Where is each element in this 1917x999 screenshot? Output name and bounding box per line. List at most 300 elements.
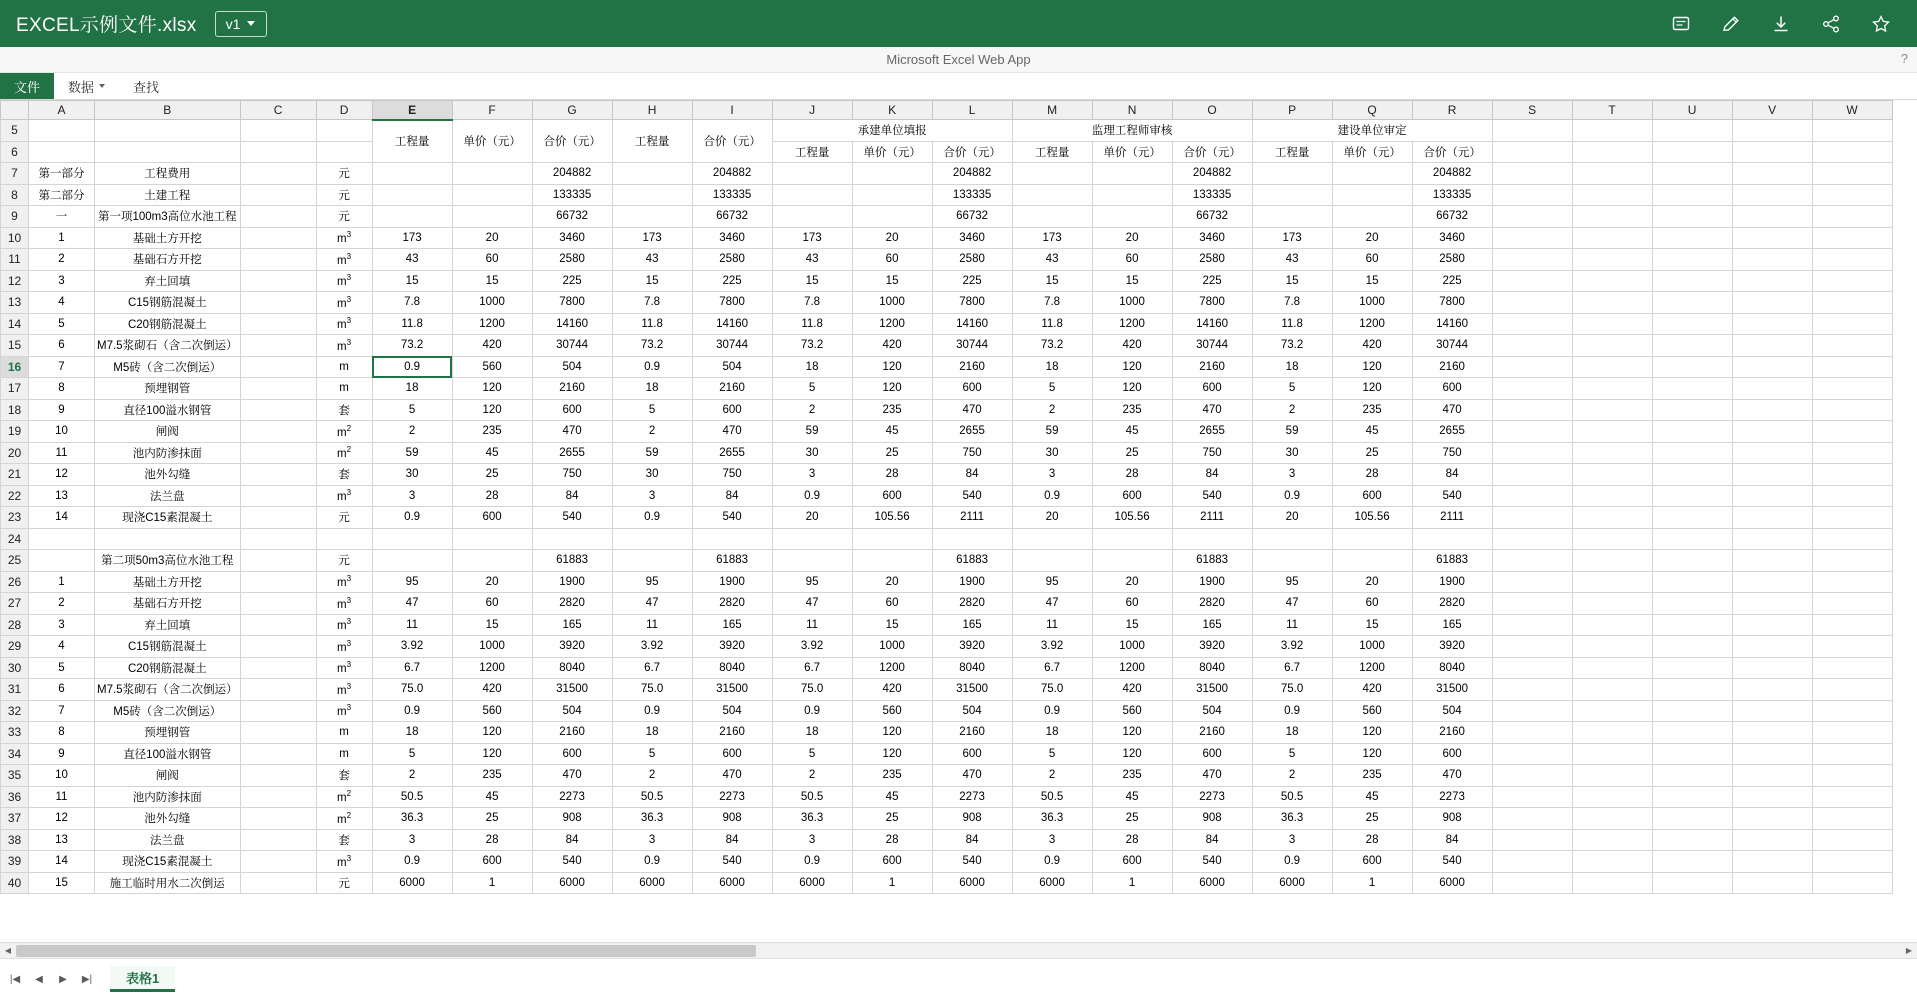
cell-Q29[interactable]: 1000 bbox=[1332, 636, 1412, 658]
table-row[interactable] bbox=[1, 442, 1893, 464]
cell-E12[interactable]: 15 bbox=[372, 270, 452, 292]
column-header-h[interactable]: H bbox=[612, 101, 692, 120]
cell-O10[interactable]: 3460 bbox=[1172, 227, 1252, 249]
cell[interactable] bbox=[1812, 442, 1892, 464]
cell[interactable] bbox=[1732, 227, 1812, 249]
cell-E27[interactable]: 47 bbox=[372, 593, 452, 615]
cell-K35[interactable]: 235 bbox=[852, 765, 932, 787]
cell-Q35[interactable]: 235 bbox=[1332, 765, 1412, 787]
cell-O33[interactable]: 2160 bbox=[1172, 722, 1252, 744]
cell-M33[interactable]: 18 bbox=[1012, 722, 1092, 744]
cell[interactable] bbox=[1492, 528, 1572, 550]
table-row[interactable] bbox=[1, 593, 1893, 615]
cell-B26[interactable]: 基础土方开挖 bbox=[95, 571, 241, 593]
cell[interactable] bbox=[1492, 292, 1572, 314]
cell-D12[interactable]: $m^3$ bbox=[316, 270, 372, 292]
cell-C34[interactable] bbox=[240, 743, 316, 765]
cell[interactable] bbox=[1492, 571, 1572, 593]
cell-D13[interactable]: $m^3$ bbox=[316, 292, 372, 314]
cell[interactable] bbox=[1732, 657, 1812, 679]
cell[interactable] bbox=[1652, 593, 1732, 615]
cell-D31[interactable]: $m^3$ bbox=[316, 679, 372, 701]
cell-H39[interactable]: 0.9 bbox=[612, 851, 692, 873]
cell-K32[interactable]: 560 bbox=[852, 700, 932, 722]
cell[interactable] bbox=[1812, 485, 1892, 507]
table-row[interactable] bbox=[1, 872, 1893, 894]
cell-J19[interactable]: 59 bbox=[772, 421, 852, 443]
cell[interactable] bbox=[1492, 313, 1572, 335]
cell[interactable] bbox=[1732, 399, 1812, 421]
cell-A10[interactable]: 1 bbox=[29, 227, 95, 249]
table-row[interactable] bbox=[1, 141, 1893, 163]
column-header-k[interactable]: K bbox=[852, 101, 932, 120]
cell-H28[interactable]: 11 bbox=[612, 614, 692, 636]
cell-N23[interactable]: 105.56 bbox=[1092, 507, 1172, 529]
cell[interactable] bbox=[1492, 851, 1572, 873]
cell-O9[interactable]: 66732 bbox=[1172, 206, 1252, 228]
cell[interactable] bbox=[1652, 206, 1732, 228]
sub-header-cell[interactable]: 单价（元） bbox=[1332, 141, 1412, 163]
cell-A16[interactable]: 7 bbox=[29, 356, 95, 378]
cell[interactable] bbox=[1652, 378, 1732, 400]
cell-I23[interactable]: 540 bbox=[692, 507, 772, 529]
cell[interactable] bbox=[1812, 614, 1892, 636]
cell-E7[interactable] bbox=[372, 163, 452, 185]
cell[interactable] bbox=[1732, 421, 1812, 443]
cell-O38[interactable]: 84 bbox=[1172, 829, 1252, 851]
cell[interactable] bbox=[1492, 421, 1572, 443]
cell-O37[interactable]: 908 bbox=[1172, 808, 1252, 830]
cell-F25[interactable] bbox=[452, 550, 532, 572]
cell-G14[interactable]: 14160 bbox=[532, 313, 612, 335]
cell-H10[interactable]: 173 bbox=[612, 227, 692, 249]
cell-A17[interactable]: 8 bbox=[29, 378, 95, 400]
cell-Q37[interactable]: 25 bbox=[1332, 808, 1412, 830]
cell-J7[interactable] bbox=[772, 163, 852, 185]
cell-C8[interactable] bbox=[240, 184, 316, 206]
row-header-31[interactable]: 31 bbox=[1, 679, 29, 701]
cell-G33[interactable]: 2160 bbox=[532, 722, 612, 744]
cell-L31[interactable]: 31500 bbox=[932, 679, 1012, 701]
cell-R17[interactable]: 600 bbox=[1412, 378, 1492, 400]
cell-J12[interactable]: 15 bbox=[772, 270, 852, 292]
cell-J25[interactable] bbox=[772, 550, 852, 572]
cell-E21[interactable]: 30 bbox=[372, 464, 452, 486]
cell-J27[interactable]: 47 bbox=[772, 593, 852, 615]
cell[interactable] bbox=[1652, 679, 1732, 701]
cell[interactable] bbox=[1732, 636, 1812, 658]
cell-H13[interactable]: 7.8 bbox=[612, 292, 692, 314]
cell-D37[interactable]: $m^2$ bbox=[316, 808, 372, 830]
cell-A11[interactable]: 2 bbox=[29, 249, 95, 271]
cell-J17[interactable]: 5 bbox=[772, 378, 852, 400]
row-header-12[interactable]: 12 bbox=[1, 270, 29, 292]
cell[interactable] bbox=[1652, 141, 1732, 163]
table-row[interactable] bbox=[1, 227, 1893, 249]
header-cell[interactable]: 合价（元） bbox=[532, 120, 612, 163]
cell-F13[interactable]: 1000 bbox=[452, 292, 532, 314]
cell[interactable] bbox=[1572, 464, 1652, 486]
cell-R8[interactable]: 133335 bbox=[1412, 184, 1492, 206]
cell-O35[interactable]: 470 bbox=[1172, 765, 1252, 787]
table-row[interactable] bbox=[1, 808, 1893, 830]
cell-Q8[interactable] bbox=[1332, 184, 1412, 206]
cell[interactable] bbox=[1572, 292, 1652, 314]
cell-L8[interactable]: 133335 bbox=[932, 184, 1012, 206]
table-row[interactable] bbox=[1, 206, 1893, 228]
cell[interactable] bbox=[1492, 743, 1572, 765]
cell-I30[interactable]: 8040 bbox=[692, 657, 772, 679]
cell-H30[interactable]: 6.7 bbox=[612, 657, 692, 679]
cell-I28[interactable]: 165 bbox=[692, 614, 772, 636]
cell-G38[interactable]: 84 bbox=[532, 829, 612, 851]
cell[interactable] bbox=[1652, 421, 1732, 443]
cell-D17[interactable]: m bbox=[316, 378, 372, 400]
column-header-v[interactable]: V bbox=[1732, 101, 1812, 120]
cell-F37[interactable]: 25 bbox=[452, 808, 532, 830]
cell-N16[interactable]: 120 bbox=[1092, 356, 1172, 378]
cell-I40[interactable]: 6000 bbox=[692, 872, 772, 894]
cell-C35[interactable] bbox=[240, 765, 316, 787]
cell-Q15[interactable]: 420 bbox=[1332, 335, 1412, 357]
version-selector[interactable] bbox=[215, 11, 267, 37]
cell[interactable] bbox=[1812, 313, 1892, 335]
cell[interactable] bbox=[1492, 378, 1572, 400]
cell[interactable] bbox=[1572, 335, 1652, 357]
cell-G36[interactable]: 2273 bbox=[532, 786, 612, 808]
cell[interactable] bbox=[1492, 786, 1572, 808]
row-header-28[interactable]: 28 bbox=[1, 614, 29, 636]
column-header-m[interactable]: M bbox=[1012, 101, 1092, 120]
cell-D8[interactable]: 元 bbox=[316, 184, 372, 206]
column-header-i[interactable]: I bbox=[692, 101, 772, 120]
cell-A15[interactable]: 6 bbox=[29, 335, 95, 357]
cell-I25[interactable]: 61883 bbox=[692, 550, 772, 572]
cell-B35[interactable]: 闸阀 bbox=[95, 765, 241, 787]
share-icon[interactable] bbox=[1821, 14, 1841, 34]
cell-L19[interactable]: 2655 bbox=[932, 421, 1012, 443]
cell[interactable] bbox=[1812, 141, 1892, 163]
cell-I24[interactable] bbox=[692, 528, 772, 550]
cell[interactable] bbox=[1492, 722, 1572, 744]
cell-K13[interactable]: 1000 bbox=[852, 292, 932, 314]
cell[interactable] bbox=[1812, 464, 1892, 486]
cell-I39[interactable]: 540 bbox=[692, 851, 772, 873]
cell-G13[interactable]: 7800 bbox=[532, 292, 612, 314]
header-cell[interactable]: 单价（元） bbox=[452, 120, 532, 163]
cell-G40[interactable]: 6000 bbox=[532, 872, 612, 894]
cell[interactable] bbox=[1732, 507, 1812, 529]
cell[interactable] bbox=[1492, 593, 1572, 615]
cell-B30[interactable]: C20钢筋混凝土 bbox=[95, 657, 241, 679]
cell[interactable] bbox=[1812, 270, 1892, 292]
cell-Q21[interactable]: 28 bbox=[1332, 464, 1412, 486]
cell-O18[interactable]: 470 bbox=[1172, 399, 1252, 421]
cell-J40[interactable]: 6000 bbox=[772, 872, 852, 894]
cell-L39[interactable]: 540 bbox=[932, 851, 1012, 873]
cell-L17[interactable]: 600 bbox=[932, 378, 1012, 400]
row-header-35[interactable]: 35 bbox=[1, 765, 29, 787]
cell-F28[interactable]: 15 bbox=[452, 614, 532, 636]
cell[interactable] bbox=[1812, 356, 1892, 378]
cell-H32[interactable]: 0.9 bbox=[612, 700, 692, 722]
cell[interactable] bbox=[1732, 442, 1812, 464]
cell-R27[interactable]: 2820 bbox=[1412, 593, 1492, 615]
cell-C28[interactable] bbox=[240, 614, 316, 636]
cell-D33[interactable]: m bbox=[316, 722, 372, 744]
cell-E30[interactable]: 6.7 bbox=[372, 657, 452, 679]
cell-D28[interactable]: $m^3$ bbox=[316, 614, 372, 636]
cell-G22[interactable]: 84 bbox=[532, 485, 612, 507]
cell[interactable] bbox=[1732, 765, 1812, 787]
cell[interactable] bbox=[1652, 464, 1732, 486]
cell[interactable] bbox=[1812, 206, 1892, 228]
cell-P29[interactable]: 3.92 bbox=[1252, 636, 1332, 658]
cell-Q17[interactable]: 120 bbox=[1332, 378, 1412, 400]
cell[interactable] bbox=[1732, 872, 1812, 894]
cell-C36[interactable] bbox=[240, 786, 316, 808]
column-header-e[interactable]: E bbox=[372, 101, 452, 120]
cell[interactable] bbox=[1812, 786, 1892, 808]
row-header-21[interactable]: 21 bbox=[1, 464, 29, 486]
row-header-14[interactable]: 14 bbox=[1, 313, 29, 335]
cell-N33[interactable]: 120 bbox=[1092, 722, 1172, 744]
cell-K15[interactable]: 420 bbox=[852, 335, 932, 357]
cell-O12[interactable]: 225 bbox=[1172, 270, 1252, 292]
cell-K23[interactable]: 105.56 bbox=[852, 507, 932, 529]
table-row[interactable] bbox=[1, 722, 1893, 744]
row-header-10[interactable]: 10 bbox=[1, 227, 29, 249]
next-sheet-icon[interactable]: ▶ bbox=[59, 973, 67, 985]
cell[interactable] bbox=[1652, 700, 1732, 722]
cell-R31[interactable]: 31500 bbox=[1412, 679, 1492, 701]
cell-P24[interactable] bbox=[1252, 528, 1332, 550]
cell-G32[interactable]: 504 bbox=[532, 700, 612, 722]
cell[interactable] bbox=[1812, 184, 1892, 206]
cell-A23[interactable]: 14 bbox=[29, 507, 95, 529]
cell[interactable] bbox=[1732, 614, 1812, 636]
prev-sheet-icon[interactable]: ◀ bbox=[35, 973, 43, 985]
cell[interactable] bbox=[1572, 206, 1652, 228]
cell-K31[interactable]: 420 bbox=[852, 679, 932, 701]
cell[interactable] bbox=[1652, 485, 1732, 507]
cell-O26[interactable]: 1900 bbox=[1172, 571, 1252, 593]
cell-F14[interactable]: 1200 bbox=[452, 313, 532, 335]
cell-R15[interactable]: 30744 bbox=[1412, 335, 1492, 357]
cell-D19[interactable]: $m^2$ bbox=[316, 421, 372, 443]
cell-N29[interactable]: 1000 bbox=[1092, 636, 1172, 658]
table-row[interactable] bbox=[1, 270, 1893, 292]
cell-F16[interactable]: 560 bbox=[452, 356, 532, 378]
cell[interactable] bbox=[1572, 313, 1652, 335]
cell-F39[interactable]: 600 bbox=[452, 851, 532, 873]
cell-O40[interactable]: 6000 bbox=[1172, 872, 1252, 894]
cell-E35[interactable]: 2 bbox=[372, 765, 452, 787]
cell-L20[interactable]: 750 bbox=[932, 442, 1012, 464]
cell-P9[interactable] bbox=[1252, 206, 1332, 228]
cell-J11[interactable]: 43 bbox=[772, 249, 852, 271]
cell-C29[interactable] bbox=[240, 636, 316, 658]
table-row[interactable] bbox=[1, 313, 1893, 335]
cell-H17[interactable]: 18 bbox=[612, 378, 692, 400]
cell-F12[interactable]: 15 bbox=[452, 270, 532, 292]
column-header-b[interactable]: B bbox=[95, 101, 241, 120]
cell[interactable] bbox=[1572, 786, 1652, 808]
cell-R25[interactable]: 61883 bbox=[1412, 550, 1492, 572]
cell[interactable] bbox=[1572, 120, 1652, 142]
cell-K39[interactable]: 600 bbox=[852, 851, 932, 873]
cell-F32[interactable]: 560 bbox=[452, 700, 532, 722]
cell-J24[interactable] bbox=[772, 528, 852, 550]
cell-O17[interactable]: 600 bbox=[1172, 378, 1252, 400]
cell[interactable] bbox=[1572, 227, 1652, 249]
cell-P38[interactable]: 3 bbox=[1252, 829, 1332, 851]
cell-A14[interactable]: 5 bbox=[29, 313, 95, 335]
cell[interactable] bbox=[1572, 657, 1652, 679]
cell-F27[interactable]: 60 bbox=[452, 593, 532, 615]
cell-E15[interactable]: 73.2 bbox=[372, 335, 452, 357]
cell-P19[interactable]: 59 bbox=[1252, 421, 1332, 443]
scroll-right-icon[interactable]: ▶ bbox=[1905, 946, 1913, 955]
cell-G15[interactable]: 30744 bbox=[532, 335, 612, 357]
row-header-22[interactable]: 22 bbox=[1, 485, 29, 507]
cell-O31[interactable]: 31500 bbox=[1172, 679, 1252, 701]
table-row[interactable] bbox=[1, 421, 1893, 443]
cell-I35[interactable]: 470 bbox=[692, 765, 772, 787]
select-all-corner[interactable] bbox=[1, 101, 29, 120]
cell-C17[interactable] bbox=[240, 378, 316, 400]
cell-K38[interactable]: 28 bbox=[852, 829, 932, 851]
cell-E40[interactable]: 6000 bbox=[372, 872, 452, 894]
cell[interactable] bbox=[1812, 421, 1892, 443]
cell-M40[interactable]: 6000 bbox=[1012, 872, 1092, 894]
cell-C25[interactable] bbox=[240, 550, 316, 572]
cell-M14[interactable]: 11.8 bbox=[1012, 313, 1092, 335]
cell-N19[interactable]: 45 bbox=[1092, 421, 1172, 443]
cell-I17[interactable]: 2160 bbox=[692, 378, 772, 400]
cell-G35[interactable]: 470 bbox=[532, 765, 612, 787]
cell-J35[interactable]: 2 bbox=[772, 765, 852, 787]
cell-E38[interactable]: 3 bbox=[372, 829, 452, 851]
cell-B7[interactable]: 工程费用 bbox=[95, 163, 241, 185]
cell-Q32[interactable]: 560 bbox=[1332, 700, 1412, 722]
cell[interactable] bbox=[1492, 120, 1572, 142]
table-row[interactable] bbox=[1, 636, 1893, 658]
cell-H38[interactable]: 3 bbox=[612, 829, 692, 851]
cell-M17[interactable]: 5 bbox=[1012, 378, 1092, 400]
cell-E25[interactable] bbox=[372, 550, 452, 572]
cell-C19[interactable] bbox=[240, 421, 316, 443]
column-header-u[interactable]: U bbox=[1652, 101, 1732, 120]
cell-I29[interactable]: 3920 bbox=[692, 636, 772, 658]
cell[interactable] bbox=[1652, 120, 1732, 142]
cell-M12[interactable]: 15 bbox=[1012, 270, 1092, 292]
cell-R20[interactable]: 750 bbox=[1412, 442, 1492, 464]
cell-K17[interactable]: 120 bbox=[852, 378, 932, 400]
cell[interactable] bbox=[1732, 485, 1812, 507]
cell-B40[interactable]: 施工临时用水二次倒运 bbox=[95, 872, 241, 894]
star-icon[interactable] bbox=[1871, 14, 1891, 34]
cell-I37[interactable]: 908 bbox=[692, 808, 772, 830]
cell-K28[interactable]: 15 bbox=[852, 614, 932, 636]
cell-M16[interactable]: 18 bbox=[1012, 356, 1092, 378]
cell[interactable] bbox=[1652, 507, 1732, 529]
cell-B18[interactable]: 直径100溢水钢管 bbox=[95, 399, 241, 421]
cell[interactable] bbox=[1652, 722, 1732, 744]
cell-B31[interactable]: M7.5浆砌石（含二次倒运） bbox=[95, 679, 241, 701]
column-header-w[interactable]: W bbox=[1812, 101, 1892, 120]
cell[interactable] bbox=[1812, 700, 1892, 722]
cell-H16[interactable]: 0.9 bbox=[612, 356, 692, 378]
cell-I8[interactable]: 133335 bbox=[692, 184, 772, 206]
cell[interactable] bbox=[1572, 872, 1652, 894]
cell-P26[interactable]: 95 bbox=[1252, 571, 1332, 593]
cell[interactable] bbox=[1812, 765, 1892, 787]
cell-N32[interactable]: 560 bbox=[1092, 700, 1172, 722]
cell[interactable] bbox=[1572, 571, 1652, 593]
cell[interactable] bbox=[1812, 571, 1892, 593]
cell-R34[interactable]: 600 bbox=[1412, 743, 1492, 765]
cell[interactable] bbox=[1572, 593, 1652, 615]
cell-H23[interactable]: 0.9 bbox=[612, 507, 692, 529]
cell-M11[interactable]: 43 bbox=[1012, 249, 1092, 271]
group-header-cell[interactable]: 承建单位填报 bbox=[772, 120, 1012, 142]
cell-C32[interactable] bbox=[240, 700, 316, 722]
cell-A36[interactable]: 11 bbox=[29, 786, 95, 808]
cell-L25[interactable]: 61883 bbox=[932, 550, 1012, 572]
cell[interactable] bbox=[316, 120, 372, 142]
cell-P20[interactable]: 30 bbox=[1252, 442, 1332, 464]
cell-H29[interactable]: 3.92 bbox=[612, 636, 692, 658]
cell[interactable] bbox=[1652, 270, 1732, 292]
cell-L10[interactable]: 3460 bbox=[932, 227, 1012, 249]
cell-K30[interactable]: 1200 bbox=[852, 657, 932, 679]
cell-C13[interactable] bbox=[240, 292, 316, 314]
cell-Q40[interactable]: 1 bbox=[1332, 872, 1412, 894]
first-sheet-icon[interactable]: |◀ bbox=[9, 973, 21, 985]
cell-M18[interactable]: 2 bbox=[1012, 399, 1092, 421]
cell-K21[interactable]: 28 bbox=[852, 464, 932, 486]
cell-F34[interactable]: 120 bbox=[452, 743, 532, 765]
cell-F19[interactable]: 235 bbox=[452, 421, 532, 443]
cell-D24[interactable] bbox=[316, 528, 372, 550]
cell-E31[interactable]: 75.0 bbox=[372, 679, 452, 701]
cell-P8[interactable] bbox=[1252, 184, 1332, 206]
cell-C20[interactable] bbox=[240, 442, 316, 464]
cell-N13[interactable]: 1000 bbox=[1092, 292, 1172, 314]
cell-G12[interactable]: 225 bbox=[532, 270, 612, 292]
cell-K34[interactable]: 120 bbox=[852, 743, 932, 765]
cell-J38[interactable]: 3 bbox=[772, 829, 852, 851]
cell-O30[interactable]: 8040 bbox=[1172, 657, 1252, 679]
cell-B28[interactable]: 弃土回填 bbox=[95, 614, 241, 636]
cell-R37[interactable]: 908 bbox=[1412, 808, 1492, 830]
cell-P30[interactable]: 6.7 bbox=[1252, 657, 1332, 679]
cell-A20[interactable]: 11 bbox=[29, 442, 95, 464]
cell-H11[interactable]: 43 bbox=[612, 249, 692, 271]
cell-F35[interactable]: 235 bbox=[452, 765, 532, 787]
table-row[interactable] bbox=[1, 614, 1893, 636]
cell-I20[interactable]: 2655 bbox=[692, 442, 772, 464]
cell-R9[interactable]: 66732 bbox=[1412, 206, 1492, 228]
cell-O16[interactable]: 2160 bbox=[1172, 356, 1252, 378]
table-row[interactable] bbox=[1, 657, 1893, 679]
cell-K33[interactable]: 120 bbox=[852, 722, 932, 744]
table-row[interactable] bbox=[1, 356, 1893, 378]
cell-J10[interactable]: 173 bbox=[772, 227, 852, 249]
row-header-17[interactable]: 17 bbox=[1, 378, 29, 400]
cell-J26[interactable]: 95 bbox=[772, 571, 852, 593]
